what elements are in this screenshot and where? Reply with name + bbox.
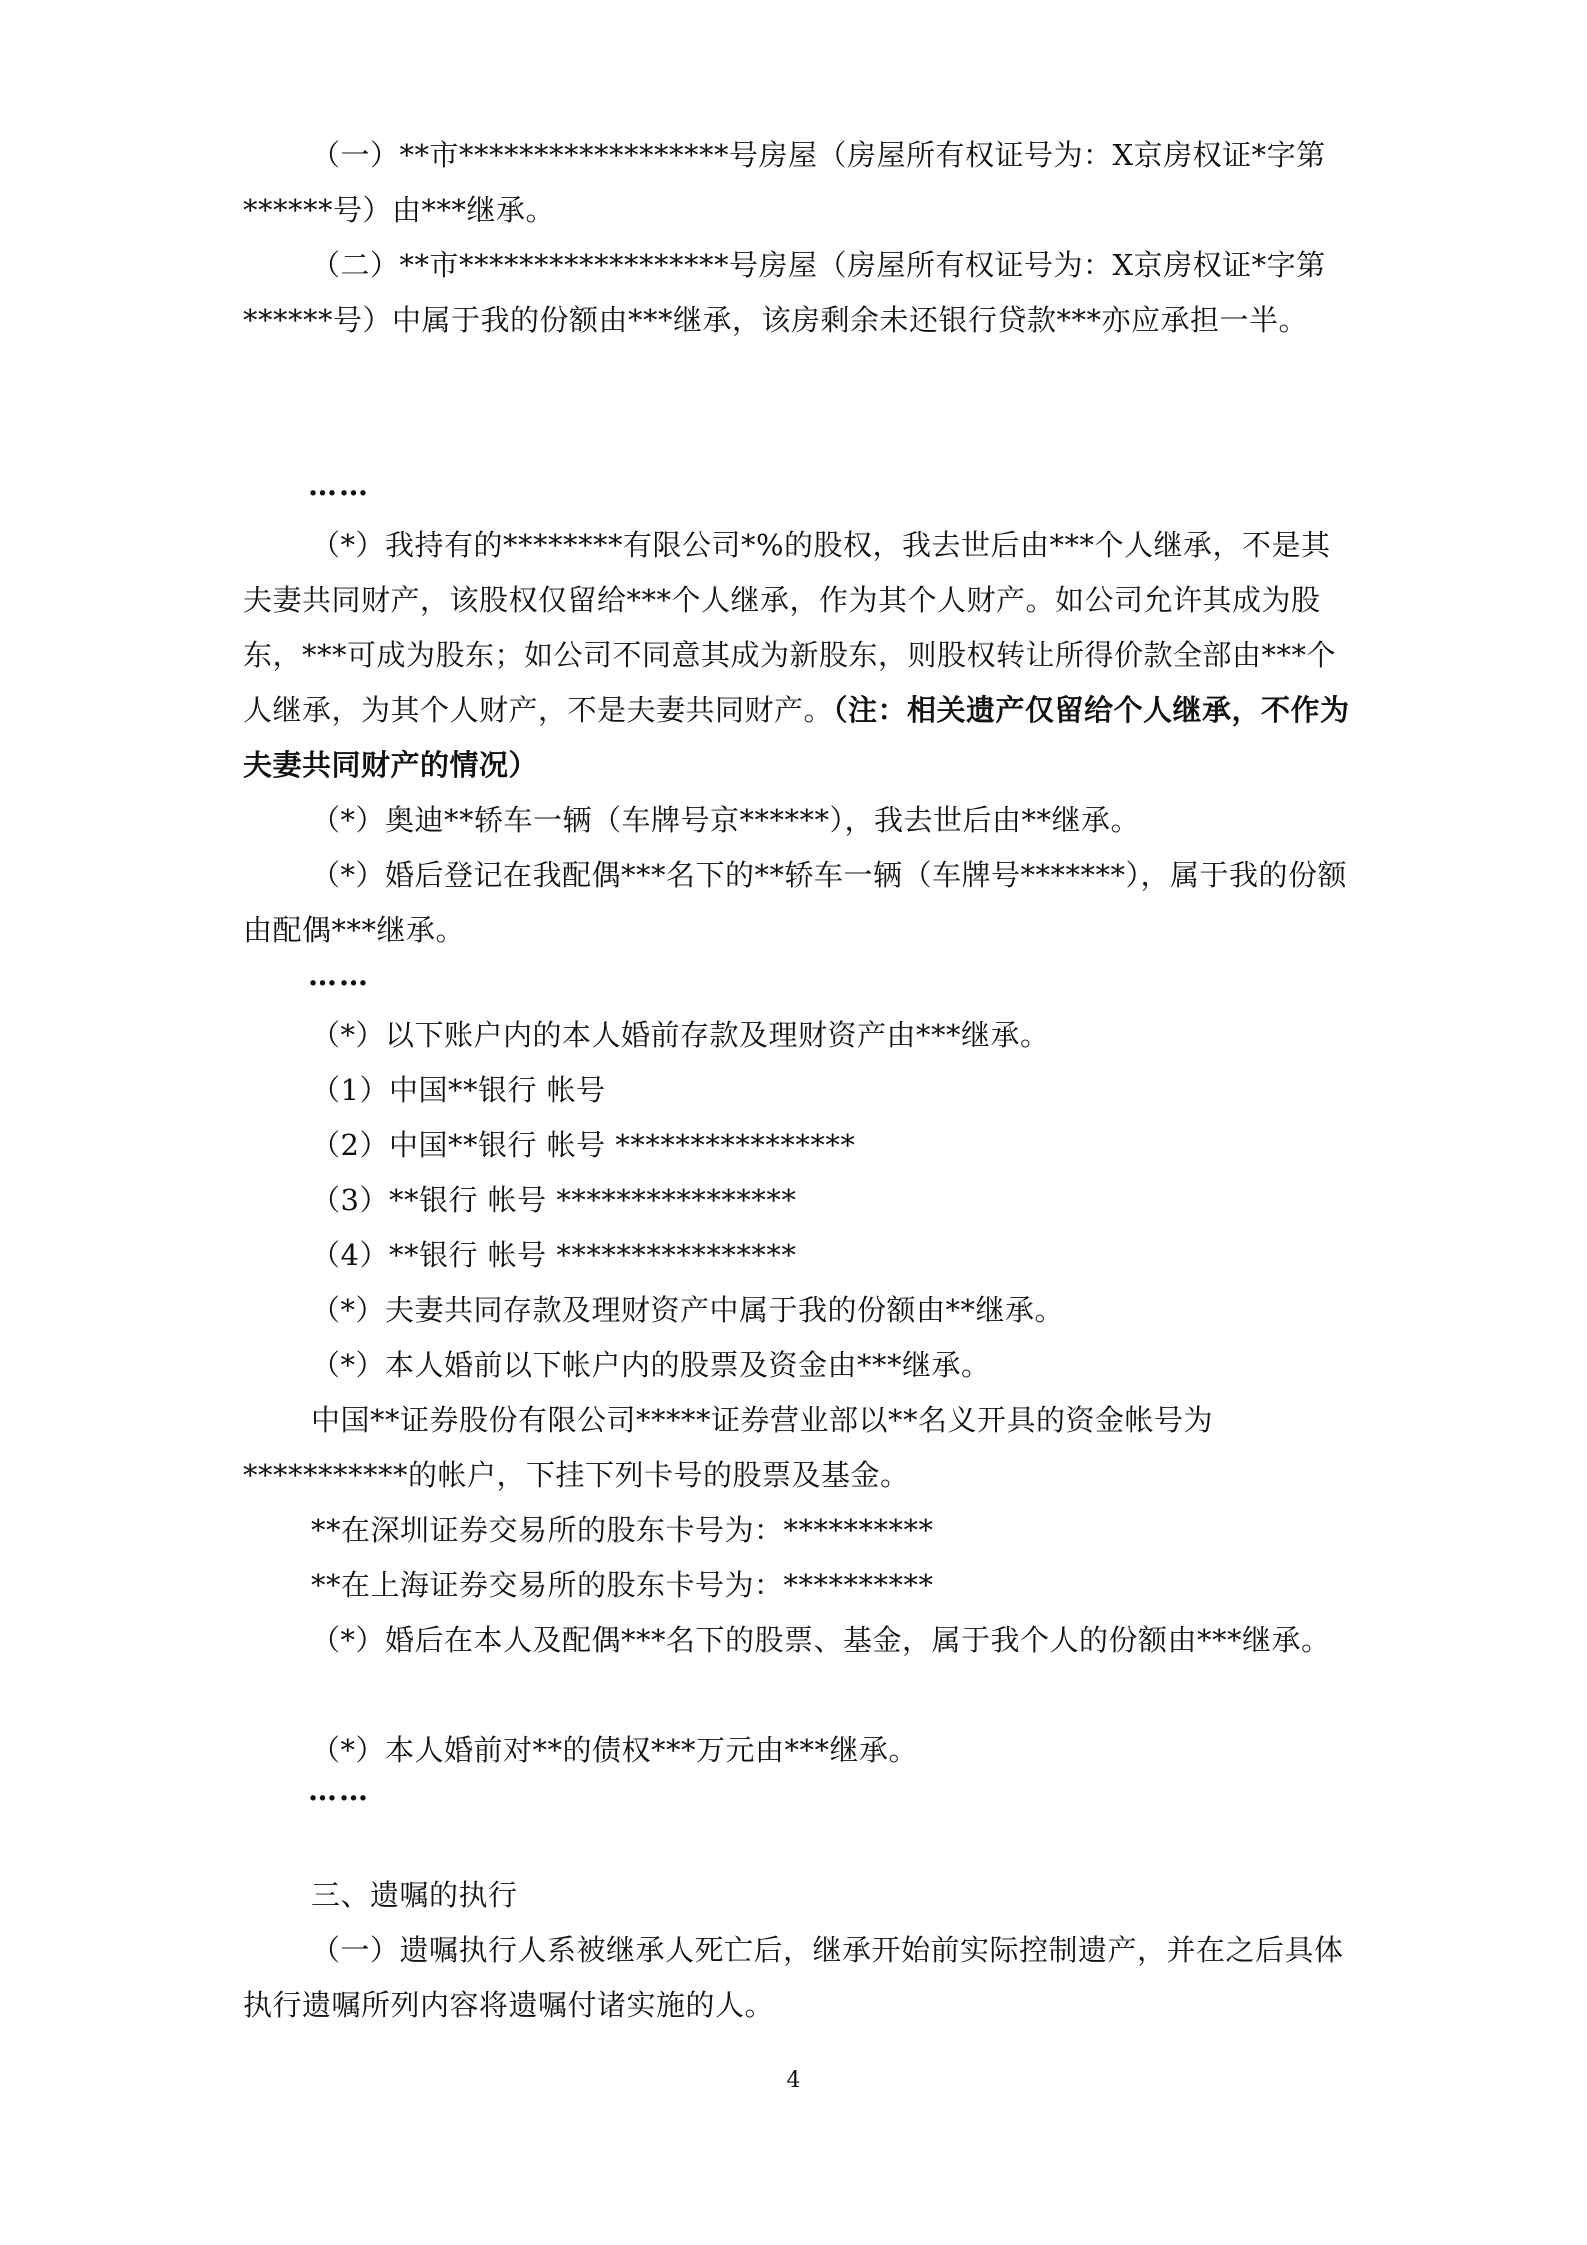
ellipsis-3: …… [308, 1773, 370, 1807]
shenzhen-account: **在深圳证券交易所的股东卡号为：********** [311, 1513, 934, 1547]
account-line-3: （3）**银行 帐号 **************** [311, 1183, 797, 1217]
note-text: （注：相关遗产仅留给个人继承，不作为夫妻共同财产的情况） [243, 693, 1350, 782]
paragraph-8: （*）本人婚前以下帐户内的股票及资金由***继承。 [311, 1348, 991, 1382]
account-line-2: （2）中国**银行 帐号 **************** [311, 1128, 856, 1162]
paragraph-9: 中国**证券股份有限公司*****证券营业部以**名义开具的资金帐号为***********的帐户，下挂下列卡号的股票及基金。 [243, 1403, 1214, 1492]
paragraph-2: （二）**市******************号房屋（房屋所有权证号为：X京房权证*字第******号）中属于我的份额由***继承，该房剩余未还银行贷款***亦应承担一半。 [243, 248, 1326, 337]
paragraph-5: （*）婚后登记在我配偶***名下的**轿车一辆（车牌号*******），属于我的份额由配偶***继承。 [243, 858, 1348, 947]
page-number: 4 [786, 2068, 801, 2093]
ellipsis-2: …… [308, 958, 370, 992]
paragraph-4: （*）奥迪**轿车一辆（车牌号京******），我去世后由**继承。 [311, 803, 1141, 837]
account-line-4: （4）**银行 帐号 **************** [311, 1238, 797, 1272]
paragraph-1: （一）**市******************号房屋（房屋所有权证号为：X京房权证*字第******号）由***继承。 [243, 138, 1326, 227]
account-line-1: （1）中国**银行 帐号 [311, 1073, 606, 1107]
ellipsis-1: …… [308, 468, 370, 502]
paragraph-3 [243, 518, 1353, 793]
paragraph-11: （*）本人婚前对**的债权***万元由***继承。 [311, 1733, 919, 1767]
paragraph-3-text: （*）我持有的********有限公司*%的股权，我去世后由***个人继承，不是其夫妻共同财产，该股权仅留给***个人继承，作为其个人财产。如公司允许其成为股东，***可成为股东；如公司不同意其成为新股东，则股权转让所得价款全部由***个人继承，为其个人财产，不是夫妻共同财产。 [243, 528, 1337, 727]
paragraph-12: （一）遗嘱执行人系被继承人死亡后，继承开始前实际控制遗产，并在之后具体执行遗嘱所列内容将遗嘱付诸实施的人。 [243, 1933, 1344, 2022]
shanghai-account: **在上海证券交易所的股东卡号为：********** [311, 1568, 934, 1602]
paragraph-10: （*）婚后在本人及配偶***名下的股票、基金，属于我个人的份额由***继承。 [311, 1623, 1331, 1657]
paragraph-6: （*）以下账户内的本人婚前存款及理财资产由***继承。 [311, 1018, 1050, 1052]
paragraph-7: （*）夫妻共同存款及理财资产中属于我的份额由**继承。 [311, 1293, 1065, 1327]
section-heading: 三、遗嘱的执行 [311, 1878, 518, 1912]
